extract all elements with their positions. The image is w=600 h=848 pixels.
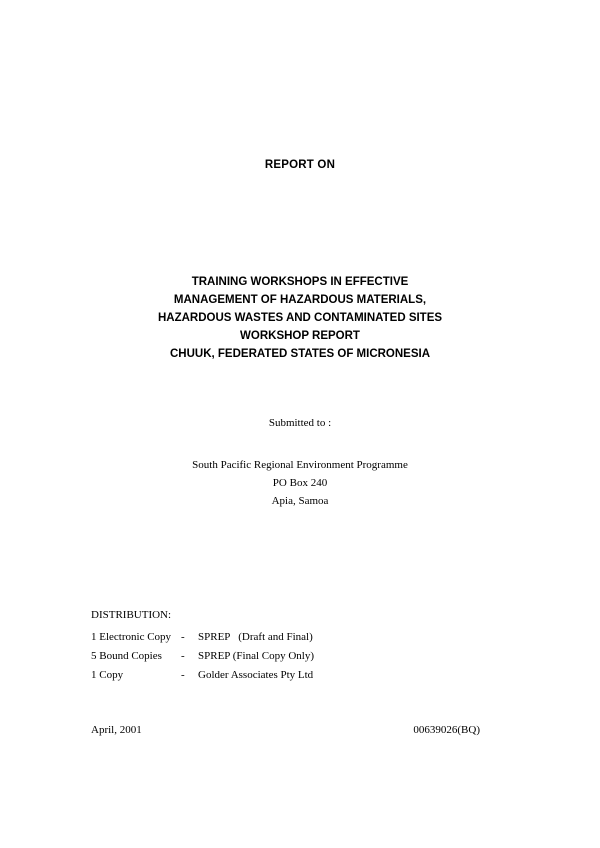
address-line: PO Box 240 bbox=[272, 477, 328, 489]
title-line: MANAGEMENT OF HAZARDOUS MATERIALS, bbox=[173, 294, 427, 306]
distribution-quantity: 1 Copy bbox=[91, 669, 124, 681]
distribution-recipient: SPREP (Draft and Final) bbox=[198, 631, 313, 643]
distribution-row bbox=[91, 628, 313, 647]
submitted-to-label: Submitted to : bbox=[268, 417, 332, 429]
distribution-dash: - bbox=[181, 669, 185, 681]
distribution-row bbox=[91, 666, 314, 685]
distribution-dash: - bbox=[181, 631, 185, 643]
title-line: WORKSHOP REPORT bbox=[240, 330, 360, 342]
distribution-quantity: 1 Electronic Copy bbox=[91, 631, 172, 643]
recipient-address bbox=[0, 456, 600, 510]
address-line: South Pacific Regional Environment Programme bbox=[192, 459, 408, 471]
distribution-quantity: 5 Bound Copies bbox=[91, 650, 162, 662]
address-line: Apia, Samoa bbox=[271, 495, 329, 507]
report-date: April, 2001 bbox=[91, 724, 142, 736]
report-heading: REPORT ON bbox=[264, 159, 336, 171]
title-line: CHUUK, FEDERATED STATES OF MICRONESIA bbox=[169, 348, 431, 360]
distribution-recipient: Golder Associates Pty Ltd bbox=[198, 669, 314, 681]
distribution-heading: DISTRIBUTION: bbox=[91, 609, 172, 621]
report-reference-number: 00639026(BQ) bbox=[413, 724, 480, 736]
distribution-dash: - bbox=[181, 650, 185, 662]
distribution-recipient: SPREP (Final Copy Only) bbox=[198, 650, 315, 662]
distribution-row bbox=[91, 647, 315, 666]
title-line: TRAINING WORKSHOPS IN EFFECTIVE bbox=[191, 276, 409, 288]
title-line: HAZARDOUS WASTES AND CONTAMINATED SITES bbox=[157, 312, 443, 324]
distribution-section bbox=[91, 608, 315, 685]
report-title bbox=[0, 273, 600, 363]
